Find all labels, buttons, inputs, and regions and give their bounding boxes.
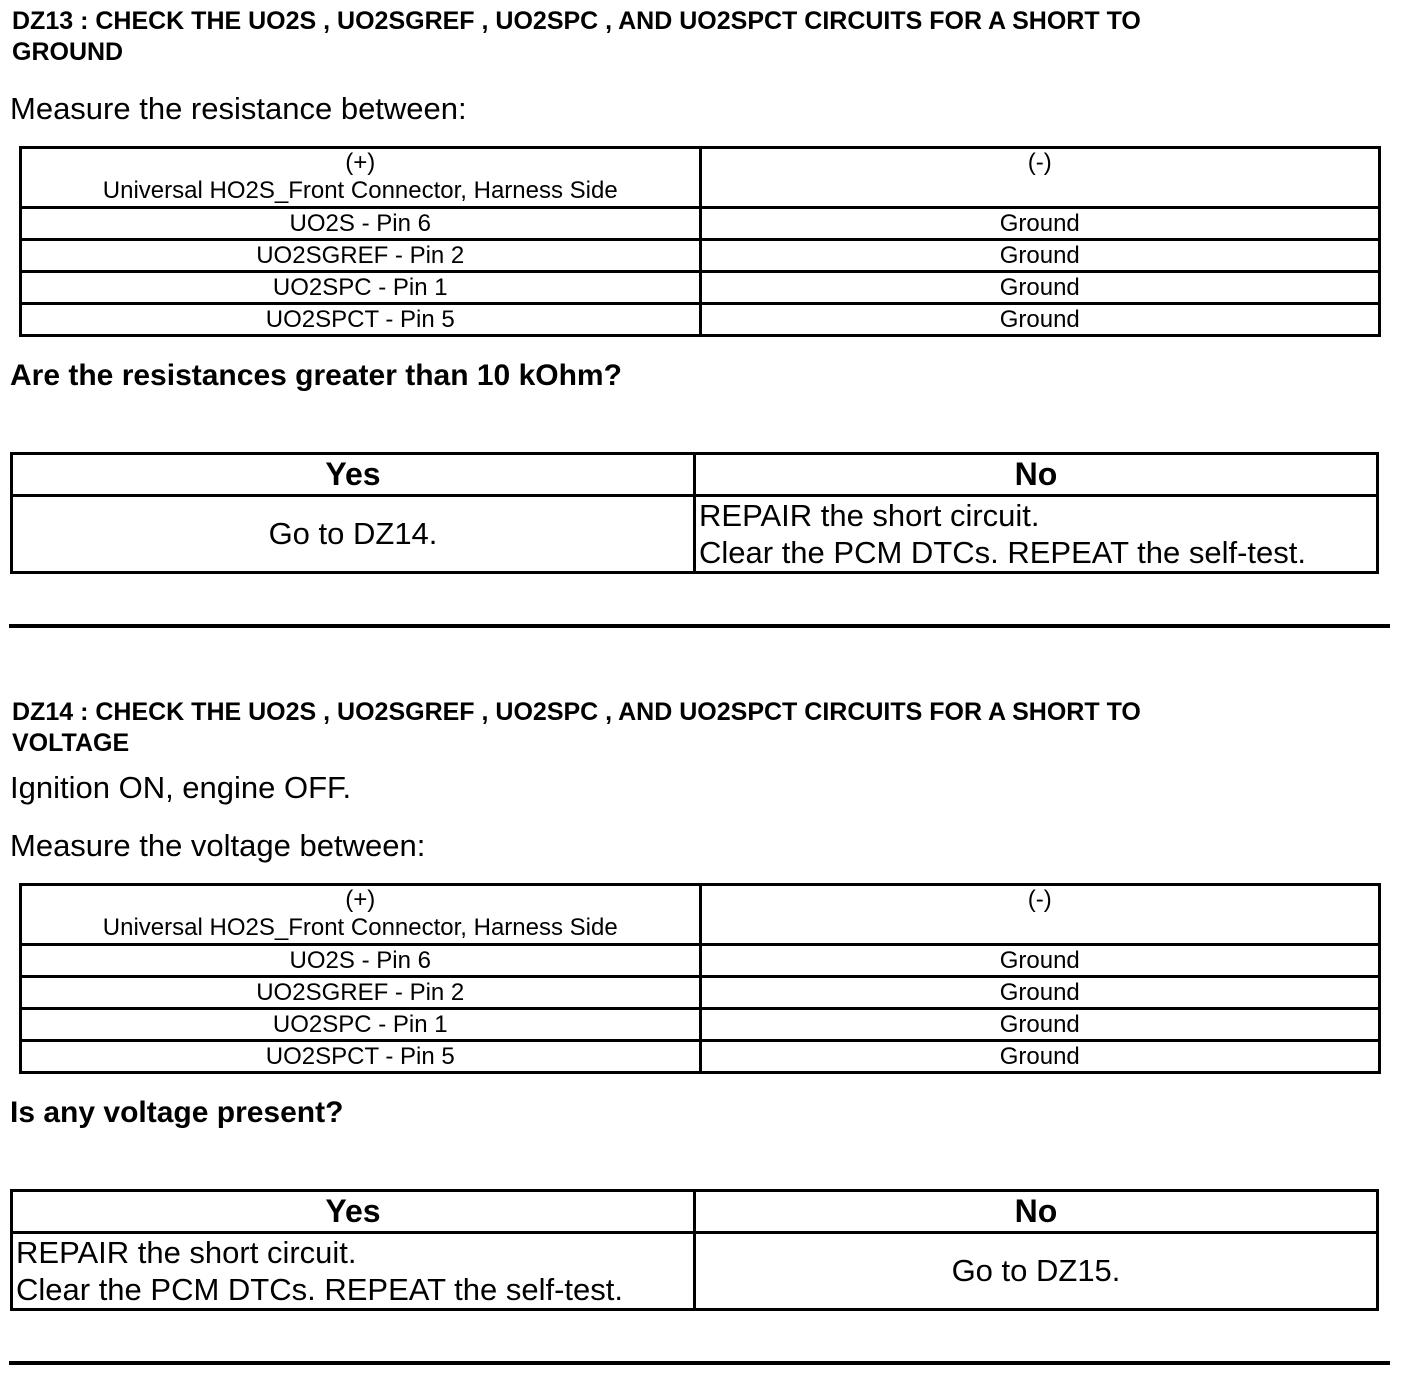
dz14-instruction: Measure the voltage between: bbox=[10, 828, 426, 863]
dz13-cell-plus: UO2SPCT - Pin 5 bbox=[21, 304, 701, 336]
dz13-cell-plus: UO2S - Pin 6 bbox=[21, 208, 701, 240]
dz14-header-plus bbox=[21, 885, 701, 945]
dz13-no-action-line1: REPAIR the short circuit. bbox=[699, 498, 1040, 533]
dz14-cell-plus: UO2SGREF - Pin 2 bbox=[21, 977, 701, 1009]
table-row bbox=[21, 272, 1380, 304]
dz14-cell-minus: Ground bbox=[700, 1041, 1380, 1073]
dz13-table-header-row bbox=[21, 148, 1380, 208]
dz14-question: Is any voltage present? bbox=[10, 1096, 344, 1129]
dz13-question: Are the resistances greater than 10 kOhm? bbox=[10, 359, 622, 392]
dz13-header-minus bbox=[700, 148, 1380, 208]
dz13-header-plus-symbol: (+) bbox=[345, 149, 376, 176]
dz13-header-plus bbox=[21, 148, 701, 208]
dz14-cell-plus: UO2SPCT - Pin 5 bbox=[21, 1041, 701, 1073]
dz13-heading-line1: DZ13 : CHECK THE UO2S , UO2SGREF , UO2SPC , AND UO2SPCT CIRCUITS FOR A SHORT TO bbox=[12, 7, 1141, 35]
dz14-heading-line2: VOLTAGE bbox=[12, 729, 130, 757]
dz14-yes-action-line1: REPAIR the short circuit. bbox=[16, 1235, 357, 1270]
table-row bbox=[21, 945, 1380, 977]
table-row bbox=[21, 1041, 1380, 1073]
dz13-no-action-line2: Clear the PCM DTCs. REPEAT the self-test. bbox=[699, 535, 1306, 570]
dz14-no-label: No bbox=[695, 1191, 1378, 1233]
section-divider bbox=[9, 1361, 1390, 1365]
dz14-header-plus-label: Universal HO2S_Front Connector, Harness Side bbox=[102, 914, 618, 941]
dz13-decision-table bbox=[10, 452, 1379, 574]
dz14-cell-minus: Ground bbox=[700, 977, 1380, 1009]
dz14-cell-minus: Ground bbox=[700, 945, 1380, 977]
dz13-heading bbox=[12, 6, 1392, 68]
dz14-no-action: Go to DZ15. bbox=[695, 1233, 1378, 1310]
section-divider bbox=[9, 624, 1390, 628]
dz14-table-header-row bbox=[21, 885, 1380, 945]
dz14-heading-line1: DZ14 : CHECK THE UO2S , UO2SGREF , UO2SPC , AND UO2SPCT CIRCUITS FOR A SHORT TO bbox=[12, 698, 1141, 726]
dz13-cell-minus: Ground bbox=[700, 272, 1380, 304]
table-row bbox=[21, 304, 1380, 336]
dz14-header-plus-symbol: (+) bbox=[345, 886, 376, 913]
dz14-cell-plus: UO2SPC - Pin 1 bbox=[21, 1009, 701, 1041]
dz14-yes-label: Yes bbox=[12, 1191, 695, 1233]
dz14-step: Ignition ON, engine OFF. bbox=[10, 770, 352, 805]
dz13-header-minus-symbol: (-) bbox=[1027, 149, 1052, 176]
dz14-header-minus bbox=[700, 885, 1380, 945]
table-row bbox=[21, 208, 1380, 240]
dz13-header-plus-label: Universal HO2S_Front Connector, Harness Side bbox=[102, 177, 618, 204]
dz14-decision-header-row bbox=[12, 1191, 1378, 1233]
dz13-cell-plus: UO2SGREF - Pin 2 bbox=[21, 240, 701, 272]
dz13-yes-action: Go to DZ14. bbox=[12, 496, 695, 573]
table-row bbox=[21, 240, 1380, 272]
table-row bbox=[21, 1009, 1380, 1041]
dz14-cell-plus: UO2S - Pin 6 bbox=[21, 945, 701, 977]
dz13-heading-line2: GROUND bbox=[12, 38, 124, 66]
dz13-cell-minus: Ground bbox=[700, 208, 1380, 240]
dz14-decision-action-row bbox=[12, 1233, 1378, 1310]
dz14-header-minus-symbol: (-) bbox=[1027, 886, 1052, 913]
dz14-yes-action-line2: Clear the PCM DTCs. REPEAT the self-test. bbox=[16, 1272, 623, 1307]
dz13-measurement-table bbox=[19, 146, 1381, 337]
table-row bbox=[21, 977, 1380, 1009]
dz13-cell-minus: Ground bbox=[700, 240, 1380, 272]
dz13-decision-action-row bbox=[12, 496, 1378, 573]
dz14-heading bbox=[12, 697, 1392, 759]
dz13-decision-header-row bbox=[12, 454, 1378, 496]
dz13-cell-minus: Ground bbox=[700, 304, 1380, 336]
dz13-no-action bbox=[695, 496, 1378, 573]
dz14-decision-table bbox=[10, 1189, 1379, 1311]
dz14-yes-action bbox=[12, 1233, 695, 1310]
dz13-cell-plus: UO2SPC - Pin 1 bbox=[21, 272, 701, 304]
dz13-no-label: No bbox=[695, 454, 1378, 496]
dz14-cell-minus: Ground bbox=[700, 1009, 1380, 1041]
dz13-instruction: Measure the resistance between: bbox=[10, 91, 467, 126]
dz13-yes-label: Yes bbox=[12, 454, 695, 496]
dz14-measurement-table bbox=[19, 883, 1381, 1074]
